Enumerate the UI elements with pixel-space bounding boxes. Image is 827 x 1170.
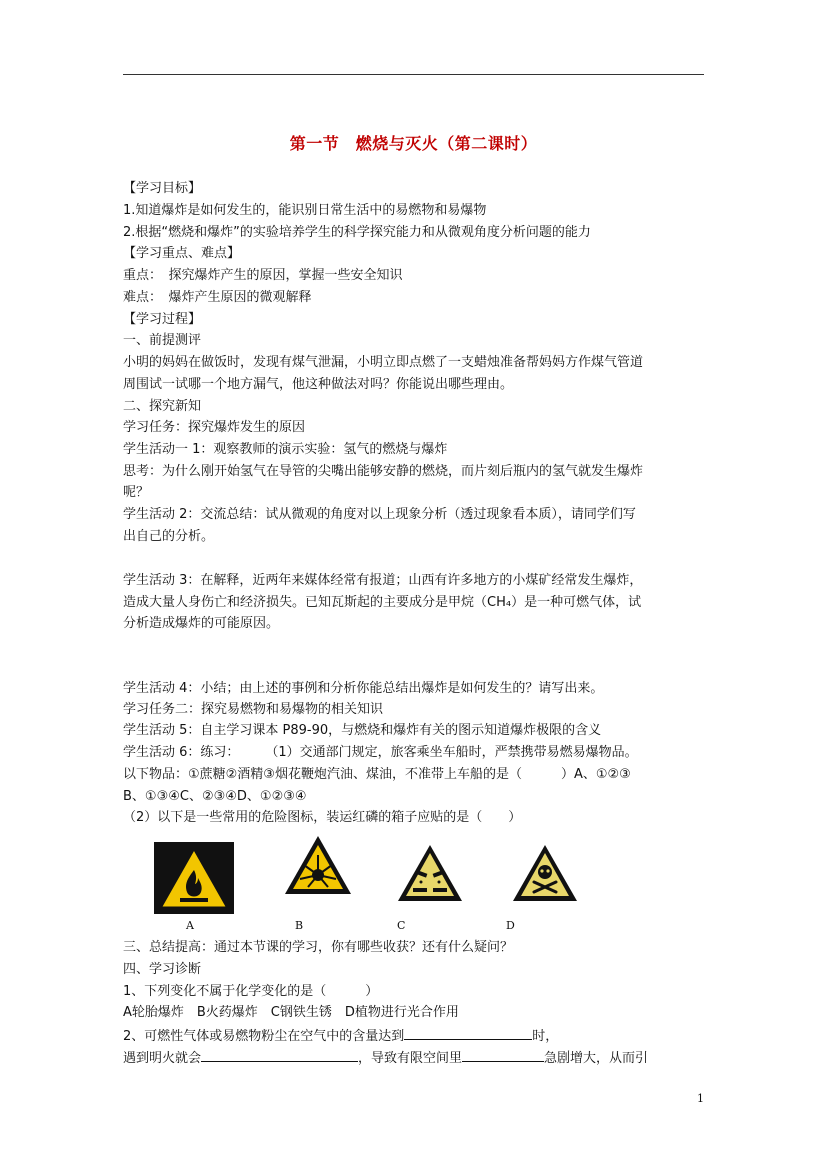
text-line: 1.知道爆炸是如何发生的，能识别日常生活中的易燃物和易爆物 <box>123 203 487 218</box>
text-line: 造成大量人身伤亡和经济损失。已知瓦斯起的主要成分是甲烷（CH₄）是一种可燃气体，试 <box>123 595 642 610</box>
question-1-options: A轮胎爆炸 B火药爆炸 C钢铁生锈 D植物进行光合作用 <box>123 1005 459 1020</box>
text-line: 二、探究新知 <box>123 399 202 414</box>
flammable-icon <box>154 842 234 914</box>
text-line: 小明的妈妈在做饭时，发现有煤气泄漏，小明立即点燃了一支蜡烛准备帮妈妈方作煤气管道 <box>123 355 644 370</box>
icon-label-c: C <box>397 919 406 932</box>
text-line: 学生活动 3：在解释，近两年来媒体经常有报道；山西有许多地方的小煤矿经常发生爆炸， <box>123 573 643 588</box>
text-line: 周围试一试哪一个地方漏气，他这种做法对吗？你能说出哪些理由。 <box>123 377 514 392</box>
text-line: 以下物品：①蔗糖②酒精③烟花鞭炮汽油、煤油，不准带上车船的是（ ）A、①②③ <box>123 767 631 782</box>
corrosive-icon <box>395 842 465 906</box>
question-1: 1、下列变化不属于化学变化的是（ ） <box>123 984 379 999</box>
question-2-text: 遇到明火就会 <box>123 1051 202 1066</box>
question-2-text: ，导致有限空间里 <box>358 1051 463 1066</box>
text-line: 学生活动一 1：观察教师的演示实验：氢气的燃烧与爆炸 <box>123 442 448 457</box>
page-number: 1 <box>697 1092 704 1105</box>
text-line: 学习任务：探究爆炸发生的原因 <box>123 420 306 435</box>
answer-blank[interactable] <box>201 1047 358 1062</box>
toxic-icon <box>510 842 580 906</box>
question-2-text: 2、可燃性气体或易燃物粉尘在空气中的含量达到 <box>123 1029 405 1044</box>
text-line: （2）以下是一些常用的危险图标，装运红磷的箱子应贴的是（ ） <box>123 810 522 825</box>
question-2-continued <box>123 1047 648 1069</box>
text-line: 2.根据“燃烧和爆炸”的实验培养学生的科学探究能力和从微观角度分析问题的能力 <box>123 225 591 240</box>
text-line: 难点： 爆炸产生原因的微观解释 <box>123 290 312 305</box>
text-line: 思考：为什么刚开始氢气在导管的尖嘴出能够安静的燃烧，而片刻后瓶内的氢气就发生爆炸 <box>123 464 644 479</box>
text-line: B、①③④C、②③④D、①②③④ <box>123 789 307 804</box>
answer-blank[interactable] <box>462 1047 544 1062</box>
text-line: 学生活动 5：自主学习课本 P89-90，与燃烧和爆炸有关的图示知道爆炸极限的含义 <box>123 723 602 738</box>
text-line: 学生活动 2：交流总结：试从微观的角度对以上现象分析（透过现象看本质），请同学们写 <box>123 507 636 522</box>
question-2-text: 急剧增大，从而引 <box>544 1051 649 1066</box>
text-line: 学习任务二：探究易燃物和易爆物的相关知识 <box>123 702 384 717</box>
text-line: 四、学习诊断 <box>123 962 202 977</box>
text-line: 学生活动 4：小结；由上述的事例和分析你能总结出爆炸是如何发生的？请写出来。 <box>123 681 604 696</box>
header-rule <box>123 74 704 75</box>
section-heading-key-points: 【学习重点、难点】 <box>123 246 241 261</box>
icon-label-a: A <box>186 919 194 932</box>
icon-label-d: D <box>506 919 515 932</box>
text-line: 分析造成爆炸的可能原因。 <box>123 616 280 631</box>
text-line: 学生活动 6：练习： （1）交通部门规定，旅客乘坐车船时，严禁携带易燃易爆物品。 <box>123 745 638 760</box>
icon-label-b: B <box>295 919 304 932</box>
page-title: 第一节 燃烧与灭火（第二课时） <box>289 134 538 153</box>
question-2-text-end: 时， <box>532 1029 559 1044</box>
text-line: 三、总结提高：通过本节课的学习，你有哪些收获？还有什么疑问？ <box>123 940 514 955</box>
explosive-icon <box>282 833 354 899</box>
text-line: 重点： 探究爆炸产生的原因，掌握一些安全知识 <box>123 268 403 283</box>
text-line: 呢？ <box>123 485 150 500</box>
text-line: 出自己的分析。 <box>123 529 215 544</box>
section-heading-objectives: 【学习目标】 <box>123 181 202 196</box>
answer-blank[interactable] <box>404 1025 532 1040</box>
section-heading-process: 【学习过程】 <box>123 312 202 327</box>
question-2 <box>123 1025 558 1047</box>
text-line: 一、前提测评 <box>123 333 202 348</box>
